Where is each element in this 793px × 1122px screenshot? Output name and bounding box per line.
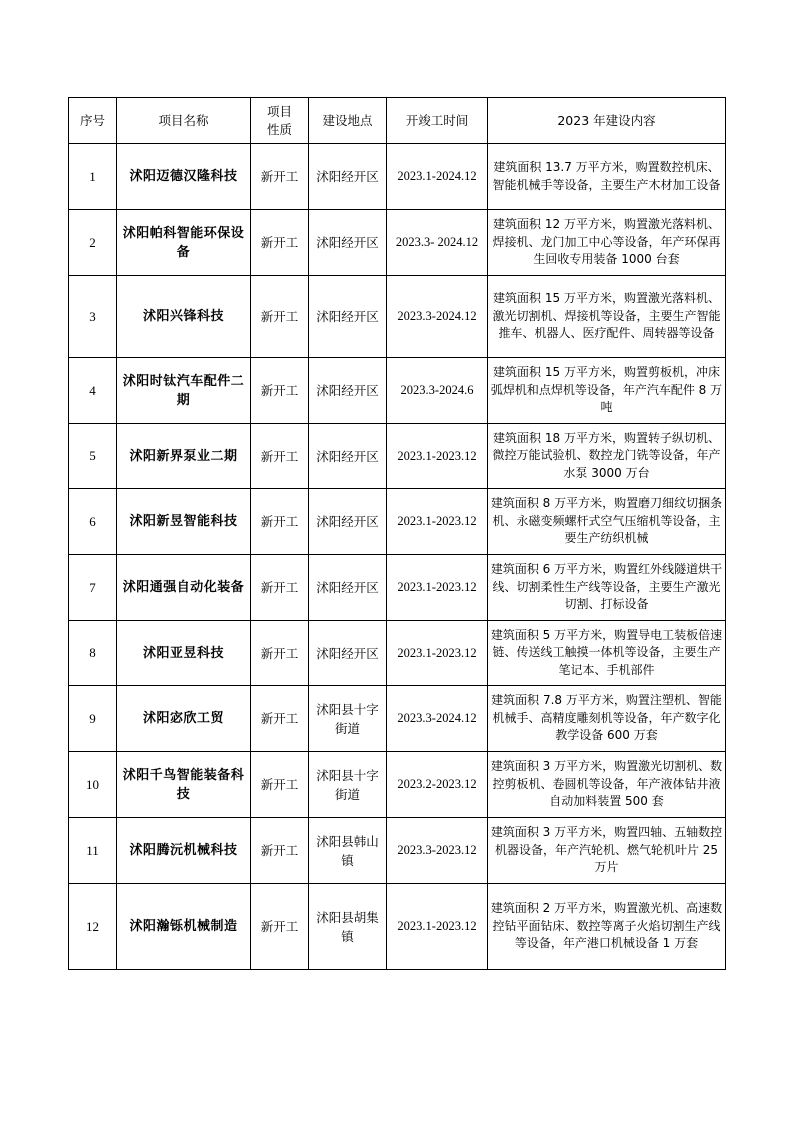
row-number: 5 [69,424,117,489]
table-row [69,424,726,489]
project-content: 建筑面积 5 万平方米，购置导电工装板倍速链、传送线工触摸一体机等设备，主要生产笔记本、手机部件 [488,621,726,686]
project-location: 沭阳经开区 [309,210,387,276]
project-location: 沭阳县韩山镇 [309,818,387,884]
project-time: 2023.1-2023.12 [387,884,488,970]
table-row [69,144,726,210]
header-location: 建设地点 [309,98,387,144]
project-name: 沭阳时钛汽车配件二期 [117,358,251,424]
project-time: 2023.3-2024.12 [387,276,488,358]
row-number: 10 [69,752,117,818]
row-number: 11 [69,818,117,884]
project-time: 2023.2-2023.12 [387,752,488,818]
project-name: 沭阳宓欣工贸 [117,686,251,752]
project-content: 建筑面积 12 万平方米，购置激光落料机、焊接机、龙门加工中心等设备，年产环保再生回收专用装备 1000 台套 [488,210,726,276]
row-number: 8 [69,621,117,686]
project-location: 沭阳县十字街道 [309,752,387,818]
table-row [69,818,726,884]
project-content: 建筑面积 3 万平方米，购置四轴、五轴数控机器设备，年产汽轮机、燃气轮机叶片 25 万片 [488,818,726,884]
project-type: 新开工 [251,555,309,621]
table-row [69,489,726,555]
project-content: 建筑面积 18 万平方米，购置转子纵切机、微控万能试验机、数控龙门铣等设备，年产水泵 3000 万台 [488,424,726,489]
project-time: 2023.3-2023.12 [387,818,488,884]
project-time: 2023.1-2023.12 [387,489,488,555]
project-location: 沭阳经开区 [309,555,387,621]
project-location: 沭阳经开区 [309,358,387,424]
project-type: 新开工 [251,621,309,686]
project-content: 建筑面积 15 万平方米，购置激光落料机、激光切割机、焊接机等设备，主要生产智能推车、机器人、医疗配件、周转器等设备 [488,276,726,358]
table-body [69,144,726,970]
project-type: 新开工 [251,752,309,818]
header-name: 项目名称 [117,98,251,144]
header-type: 项目性质 [251,98,309,144]
project-location: 沭阳经开区 [309,276,387,358]
project-content: 建筑面积 8 万平方米，购置磨刀细纹切捆条机、永磁变频螺杆式空气压缩机等设备，主要生产纺织机械 [488,489,726,555]
row-number: 2 [69,210,117,276]
row-number: 4 [69,358,117,424]
table-row [69,686,726,752]
project-type: 新开工 [251,489,309,555]
project-time: 2023.3-2024.6 [387,358,488,424]
project-location: 沭阳县胡集镇 [309,884,387,970]
project-location: 沭阳经开区 [309,621,387,686]
header-time: 开竣工时间 [387,98,488,144]
table-row [69,210,726,276]
project-type: 新开工 [251,884,309,970]
row-number: 1 [69,144,117,210]
project-type: 新开工 [251,424,309,489]
project-time: 2023.3-2024.12 [387,686,488,752]
project-content: 建筑面积 3 万平方米，购置激光切割机、数控剪板机、卷圆机等设备，年产液体钻井液自动加料装置 500 套 [488,752,726,818]
table-row [69,621,726,686]
row-number: 7 [69,555,117,621]
table-row [69,884,726,970]
project-name: 沭阳千鸟智能装备科技 [117,752,251,818]
project-type: 新开工 [251,686,309,752]
project-location: 沭阳经开区 [309,424,387,489]
project-content: 建筑面积 15 万平方米，购置剪板机，冲床弧焊机和点焊机等设备，年产汽车配件 8 万吨 [488,358,726,424]
project-type: 新开工 [251,210,309,276]
project-type: 新开工 [251,144,309,210]
header-content: 2023 年建设内容 [488,98,726,144]
project-type: 新开工 [251,276,309,358]
project-content: 建筑面积 13.7 万平方米，购置数控机床、智能机械手等设备，主要生产木材加工设备 [488,144,726,210]
project-content: 建筑面积 2 万平方米，购置激光机、高速数控钻平面钻床、数控等离子火焰切割生产线等设备，年产港口机械设备 1 万套 [488,884,726,970]
project-content: 建筑面积 6 万平方米，购置红外线隧道烘干线、切割柔性生产线等设备，主要生产激光切割、打标设备 [488,555,726,621]
project-type: 新开工 [251,358,309,424]
project-type: 新开工 [251,818,309,884]
project-name: 沭阳通强自动化装备 [117,555,251,621]
project-name: 沭阳腾沅机械科技 [117,818,251,884]
row-number: 6 [69,489,117,555]
project-time: 2023.3- 2024.12 [387,210,488,276]
project-time: 2023.1-2023.12 [387,555,488,621]
row-number: 12 [69,884,117,970]
table-row [69,276,726,358]
project-name: 沭阳亚昱科技 [117,621,251,686]
project-name: 沭阳帕科智能环保设备 [117,210,251,276]
project-location: 沭阳经开区 [309,144,387,210]
project-name: 沭阳兴锋科技 [117,276,251,358]
header-no: 序号 [69,98,117,144]
project-time: 2023.1-2023.12 [387,621,488,686]
project-table [68,97,726,970]
project-time: 2023.1-2024.12 [387,144,488,210]
project-name: 沭阳新界泵业二期 [117,424,251,489]
row-number: 9 [69,686,117,752]
project-name: 沭阳迈德汉隆科技 [117,144,251,210]
table-header [69,98,726,144]
project-content: 建筑面积 7.8 万平方米，购置注塑机、智能机械手、高精度雕刻机等设备，年产数字化教学设备 600 万套 [488,686,726,752]
table-row [69,358,726,424]
project-name: 沭阳新昱智能科技 [117,489,251,555]
row-number: 3 [69,276,117,358]
project-location: 沭阳经开区 [309,489,387,555]
table-row [69,752,726,818]
header-row [69,98,726,144]
project-time: 2023.1-2023.12 [387,424,488,489]
project-name: 沭阳瀚铄机械制造 [117,884,251,970]
project-location: 沭阳县十字街道 [309,686,387,752]
table-row [69,555,726,621]
